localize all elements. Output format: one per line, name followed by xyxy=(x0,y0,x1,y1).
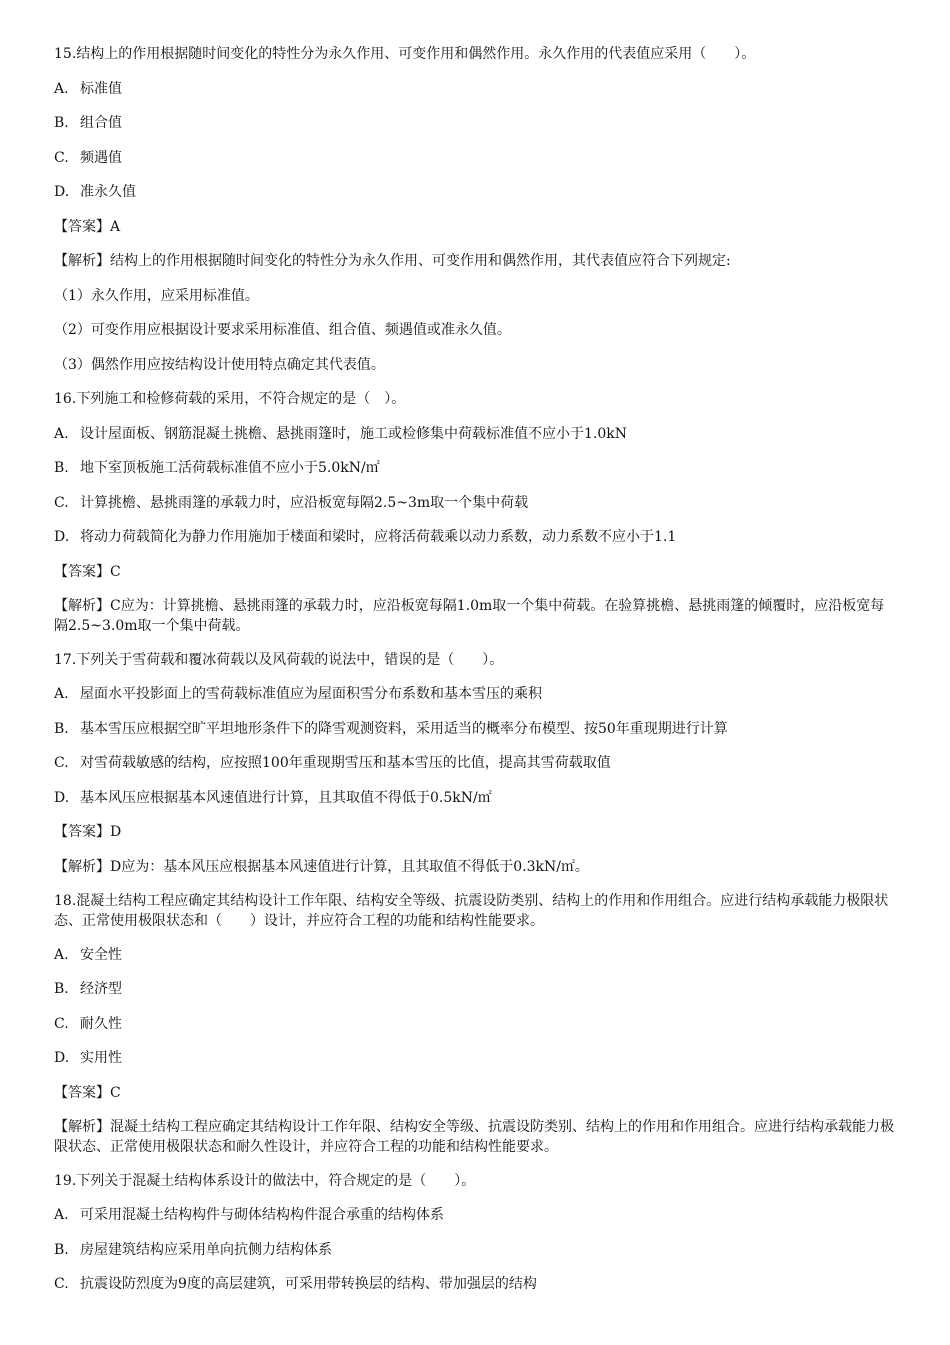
option-letter: B. xyxy=(54,115,69,131)
question-15-stem: 15.结构上的作用根据随时间变化的特性分为永久作用、可变作用和偶然作用。永久作用的代表值应采用（ ）。 xyxy=(54,46,756,62)
option-text: 安全性 xyxy=(80,947,122,963)
question-15-option-d xyxy=(54,182,904,202)
option-text: 可采用混凝土结构构件与砌体结构构件混合承重的结构体系 xyxy=(80,1207,444,1223)
question-16-option-a xyxy=(54,424,904,444)
question-17-option-a xyxy=(54,684,904,704)
option-letter: B. xyxy=(54,1242,69,1258)
question-19-option-b xyxy=(54,1240,904,1260)
question-16-analysis: 【解析】C应为：计算挑檐、悬挑雨篷的承载力时，应沿板宽每隔1.0m取一个集中荷载。在验算挑檐、悬挑雨篷的倾覆时，应沿板宽每隔2.5~3.0m取一个集中荷载。 xyxy=(54,598,885,634)
question-16-option-d xyxy=(54,527,904,547)
question-19-option-a xyxy=(54,1205,904,1225)
option-text: 计算挑檐、悬挑雨篷的承载力时，应沿板宽每隔2.5~3m取一个集中荷载 xyxy=(80,495,529,511)
option-text: 组合值 xyxy=(80,115,122,131)
question-19-stem: 19.下列关于混凝土结构体系设计的做法中，符合规定的是（ ）。 xyxy=(54,1173,476,1189)
question-18-option-b xyxy=(54,979,904,999)
option-text: 耐久性 xyxy=(80,1016,122,1032)
question-18-option-c xyxy=(54,1014,904,1034)
option-letter: C. xyxy=(54,150,69,166)
option-letter: A. xyxy=(54,426,69,442)
option-letter: D. xyxy=(54,529,70,545)
option-letter: D. xyxy=(54,1050,70,1066)
question-16-stem: 16.下列施工和检修荷载的采用，不符合规定的是（ ）。 xyxy=(54,391,406,407)
option-text: 将动力荷载简化为静力作用施加于楼面和梁时，应将活荷载乘以动力系数，动力系数不应小于1.1 xyxy=(80,529,677,545)
question-16-answer: 【答案】C xyxy=(54,564,121,580)
option-text: 实用性 xyxy=(80,1050,122,1066)
question-15-analysis-item: （2）可变作用应根据设计要求采用标准值、组合值、频遇值或准永久值。 xyxy=(54,322,511,338)
option-text: 频遇值 xyxy=(80,150,122,166)
question-17-option-b xyxy=(54,719,904,739)
option-text: 准永久值 xyxy=(80,184,136,200)
option-letter: C. xyxy=(54,1276,69,1292)
option-text: 设计屋面板、钢筋混凝土挑檐、悬挑雨篷时，施工或检修集中荷载标准值不应小于1.0kN xyxy=(80,426,627,442)
question-18-answer: 【答案】C xyxy=(54,1085,121,1101)
question-17-stem: 17.下列关于雪荷载和覆冰荷载以及风荷载的说法中，错误的是（ ）。 xyxy=(54,652,504,668)
option-letter: A. xyxy=(54,686,69,702)
option-text: 经济型 xyxy=(80,981,122,997)
question-19-option-c xyxy=(54,1274,904,1294)
option-letter: C. xyxy=(54,495,69,511)
option-letter: B. xyxy=(54,981,69,997)
option-text: 基本雪压应根据空旷平坦地形条件下的降雪观测资料，采用适当的概率分布模型、按50年重现期进行计算 xyxy=(80,721,728,737)
option-text: 标准值 xyxy=(80,81,122,97)
question-17-option-d xyxy=(54,788,904,808)
question-15-option-b xyxy=(54,113,904,133)
question-15-option-c xyxy=(54,148,904,168)
option-letter: C. xyxy=(54,1016,69,1032)
question-16-option-c xyxy=(54,493,904,513)
question-18-stem: 18.混凝土结构工程应确定其结构设计工作年限、结构安全等级、抗震设防类别、结构上的作用和作用组合。应进行结构承载能力极限状态、正常使用极限状态和（ ）设计，并应符合工程的功能和结构性能要求。 xyxy=(54,893,889,929)
question-15-analysis: 【解析】结构上的作用根据随时间变化的特性分为永久作用、可变作用和偶然作用，其代表值应符合下列规定: xyxy=(54,253,731,269)
option-text: 屋面水平投影面上的雪荷载标准值应为屋面积雪分布系数和基本雪压的乘积 xyxy=(80,686,542,702)
option-letter: A. xyxy=(54,947,69,963)
question-15-analysis-item: （1）永久作用，应采用标准值。 xyxy=(54,288,259,304)
option-letter: B. xyxy=(54,460,69,476)
option-letter: A. xyxy=(54,81,69,97)
option-letter: B. xyxy=(54,721,69,737)
option-letter: D. xyxy=(54,184,70,200)
question-16-option-b xyxy=(54,458,904,478)
question-17-answer: 【答案】D xyxy=(54,824,122,840)
option-letter: C. xyxy=(54,755,69,771)
option-text: 抗震设防烈度为9度的高层建筑，可采用带转换层的结构、带加强层的结构 xyxy=(80,1276,537,1292)
option-text: 基本风压应根据基本风速值进行计算，且其取值不得低于0.5kN/㎡ xyxy=(80,790,492,806)
question-15-option-a xyxy=(54,79,904,99)
question-18-option-a xyxy=(54,945,904,965)
question-17-analysis: 【解析】D应为：基本风压应根据基本风速值进行计算，且其取值不得低于0.3kN/㎡。 xyxy=(54,859,589,875)
option-text: 对雪荷载敏感的结构，应按照100年重现期雪压和基本雪压的比值，提高其雪荷载取值 xyxy=(80,755,611,771)
question-15-answer: 【答案】A xyxy=(54,219,121,235)
option-text: 地下室顶板施工活荷载标准值不应小于5.0kN/㎡ xyxy=(80,460,380,476)
question-15-analysis-item: （3）偶然作用应按结构设计使用特点确定其代表值。 xyxy=(54,357,385,373)
question-17-option-c xyxy=(54,753,904,773)
question-18-analysis: 【解析】混凝土结构工程应确定其结构设计工作年限、结构安全等级、抗震设防类别、结构上的作用和作用组合。应进行结构承载能力极限状态、正常使用极限状态和耐久性设计，并应符合工程的功能和结构性能要求。 xyxy=(54,1119,894,1155)
question-18-option-d xyxy=(54,1048,904,1068)
option-letter: D. xyxy=(54,790,70,806)
option-text: 房屋建筑结构应采用单向抗侧力结构体系 xyxy=(80,1242,332,1258)
option-letter: A. xyxy=(54,1207,69,1223)
